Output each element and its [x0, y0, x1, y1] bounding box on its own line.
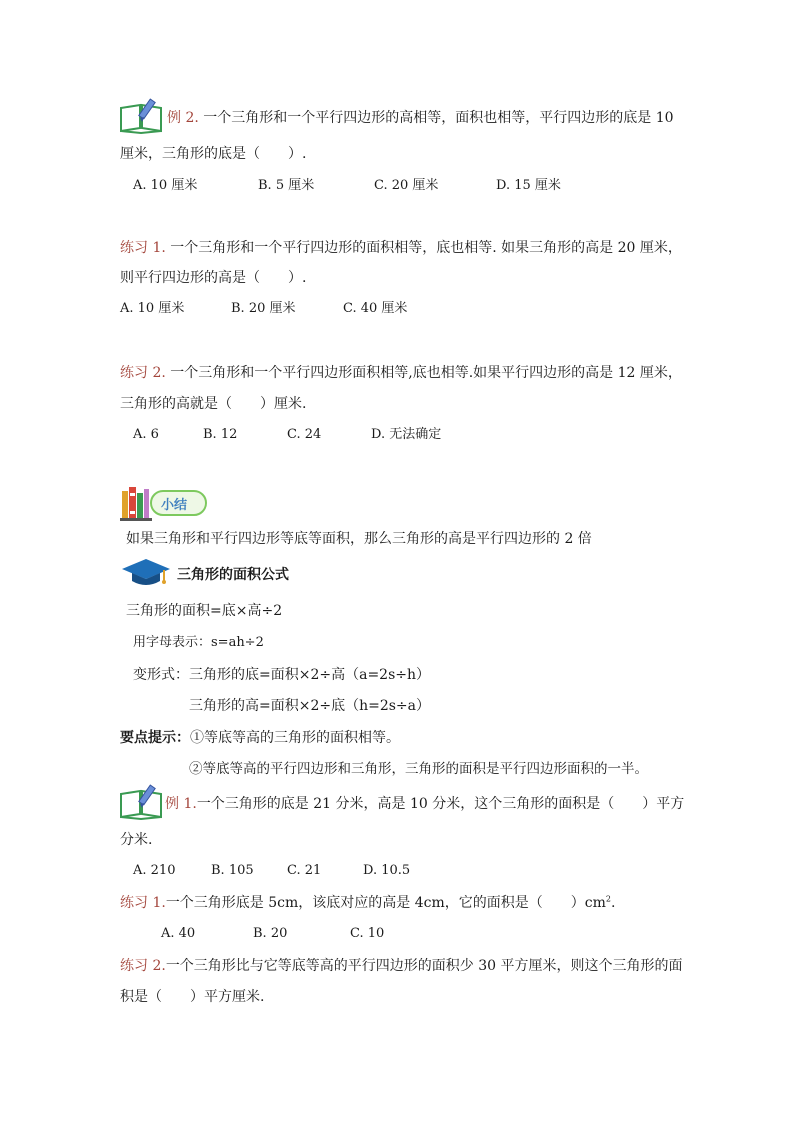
formula-line: 三角形的面积=底×高÷2	[126, 603, 283, 619]
superscript: 2	[605, 894, 611, 904]
option-b[interactable]: B. 12	[203, 427, 238, 442]
question-text: 一个三角形和一个平行四边形的面积相等，底也相等. 如果三角形的高是 20 厘米，	[170, 240, 682, 256]
practice-label: 练习 1.	[120, 240, 166, 256]
example-2-question	[167, 108, 674, 128]
summary-badge	[150, 490, 207, 516]
example-1-question	[165, 794, 684, 814]
formula-letter-line: 用字母表示：s=ah÷2	[133, 635, 264, 650]
question-text: 一个三角形和一个平行四边形的高相等，面积也相等，平行四边形的底是 10	[203, 110, 674, 126]
option-a[interactable]: A. 10 厘米	[133, 178, 198, 193]
formula-heading: 三角形的面积公式	[177, 567, 289, 583]
key-points	[120, 728, 400, 748]
question-end: .	[610, 895, 616, 911]
option-b[interactable]: B. 20 厘米	[231, 301, 296, 316]
question-text-continued: 积是（ ）平方厘米.	[120, 989, 265, 1005]
practice-2-question	[120, 363, 682, 383]
option-d[interactable]: D. 15 厘米	[496, 178, 561, 193]
question-text: 一个三角形比与它等底等高的平行四边形的面积少 30 平方厘米，则这个三角形的面	[165, 958, 683, 974]
book-pencil-icon	[118, 784, 164, 824]
option-c[interactable]: C. 21	[287, 863, 322, 878]
practice-1-question	[120, 238, 682, 258]
practice-label: 练习 1.	[120, 895, 166, 911]
option-b[interactable]: B. 105	[211, 863, 254, 878]
question-text-continued: 三角形的高就是（ ）厘米.	[120, 396, 307, 412]
formula-variant-1	[133, 665, 430, 685]
option-b[interactable]: B. 20	[253, 926, 288, 941]
option-b[interactable]: B. 5 厘米	[258, 178, 315, 193]
key-point-2: ②等底等高的平行四边形和三角形，三角形的面积是平行四边形面积的一半。	[189, 761, 648, 777]
question-text: 一个三角形底是 5cm，该底对应的高是 4cm，它的面积是（ ）cm	[165, 895, 606, 911]
question-text: 一个三角形的底是 21 分米，高是 10 分米，这个三角形的面积是（ ）平方	[196, 796, 685, 812]
key-points-label: 要点提示：	[120, 730, 190, 746]
practice-label: 练习 2.	[120, 958, 166, 974]
option-c[interactable]: C. 24	[287, 427, 322, 442]
option-c[interactable]: C. 20 厘米	[374, 178, 439, 193]
option-c[interactable]: C. 10	[350, 926, 385, 941]
practice-2-question	[120, 956, 683, 976]
option-a[interactable]: A. 210	[133, 863, 176, 878]
question-text: 一个三角形和一个平行四边形面积相等,底也相等.如果平行四边形的高是 12 厘米，	[170, 365, 682, 381]
option-a[interactable]: A. 10 厘米	[120, 301, 185, 316]
formula-variant-2: 三角形的高=面积×2÷底（h=2s÷a）	[189, 698, 431, 714]
practice-1-question	[120, 893, 615, 913]
option-d[interactable]: D. 无法确定	[371, 427, 442, 442]
example-label: 例 1.	[165, 796, 197, 812]
practice-label: 练习 2.	[120, 365, 166, 381]
variant-label: 变形式：	[133, 667, 189, 683]
variant-text: 三角形的底=面积×2÷高（a=2s÷h）	[189, 667, 431, 683]
option-d[interactable]: D. 10.5	[363, 863, 411, 878]
option-a[interactable]: A. 40	[161, 926, 196, 941]
example-label: 例 2.	[167, 110, 199, 126]
option-a[interactable]: A. 6	[133, 427, 159, 442]
summary-badge-label: 小结	[161, 498, 188, 513]
question-text-continued: 厘米，三角形的底是（ ）.	[120, 146, 307, 162]
key-point-1: ①等底等高的三角形的面积相等。	[190, 730, 400, 746]
summary-text: 如果三角形和平行四边形等底等面积，那么三角形的高是平行四边形的 2 倍	[126, 531, 592, 547]
question-text-continued: 则平行四边形的高是（ ）.	[120, 270, 307, 286]
option-c[interactable]: C. 40 厘米	[343, 301, 408, 316]
book-pencil-icon	[118, 98, 164, 138]
graduation-cap-icon	[120, 557, 172, 593]
question-text-continued: 分米.	[120, 832, 153, 848]
